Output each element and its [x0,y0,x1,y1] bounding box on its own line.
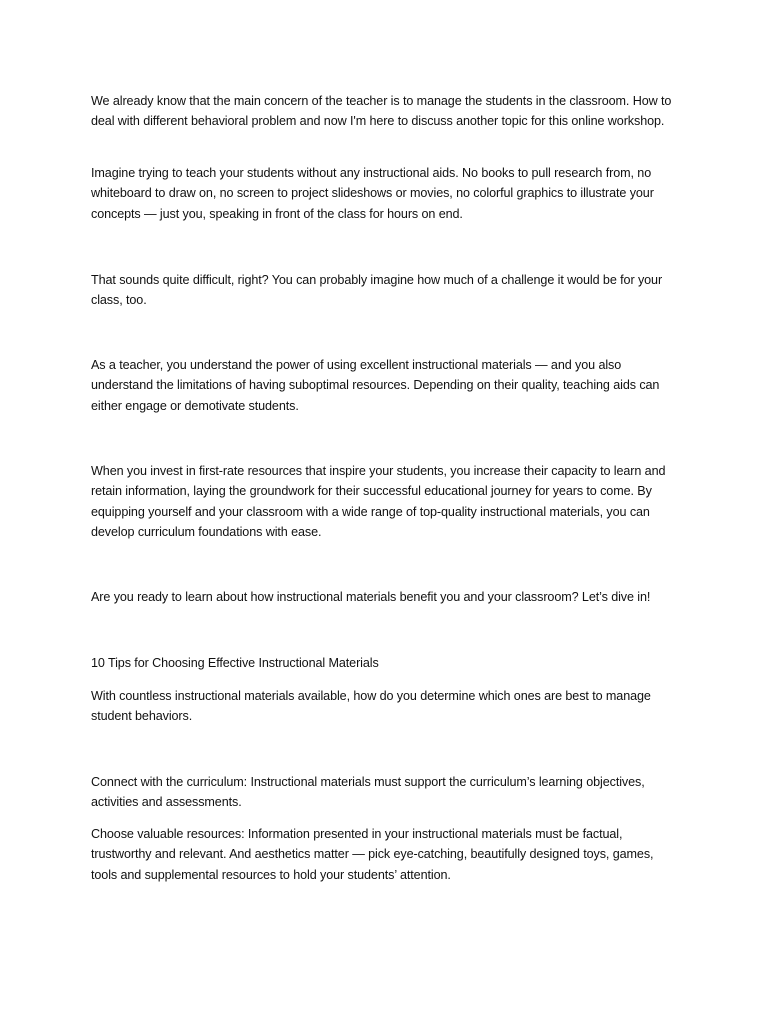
tips-heading: 10 Tips for Choosing Effective Instructional Materials [91,656,379,670]
valuable-resources-tip-paragraph: Choose valuable resources: Information presented in your instructional materials must be factual, trustworthy and relevant. And aesthetics matter — pick eye-catching, beautifully designed toys, games, tools and supplemental resources to hold your students’ attention. [91,827,654,882]
intro-paragraph: We already know that the main concern of the teacher is to manage the students in the classroom. How to deal with different behavioral problem and now I'm here to discuss another topic for this online workshop. [91,94,672,129]
dive-in-paragraph: Are you ready to learn about how instructional materials benefit you and your classroom? Let’s dive in! [91,590,651,604]
teacher-power-paragraph: As a teacher, you understand the power of using excellent instructional materials — and you also understand the limitations of having suboptimal resources. Depending on their quality, teaching aids can either engage or demotivate students. [91,358,660,413]
curriculum-tip-paragraph: Connect with the curriculum: Instructional materials must support the curriculum’s learning objectives, activities and assessments. [91,775,645,810]
difficulty-paragraph: That sounds quite difficult, right? You can probably imagine how much of a challenge it would be for your class, too. [91,273,663,308]
invest-resources-paragraph: When you invest in first-rate resources that inspire your students, you increase their capacity to learn and retain information, laying the groundwork for their successful educational journey for years to come. By equipping yourself and your classroom with a wide range of top-quality instructional materials, you can develop curriculum foundations with ease. [91,464,666,540]
instructional-aids-paragraph: Imagine trying to teach your students without any instructional aids. No books to pull research from, no whiteboard to draw on, no screen to project slideshows or movies, no colorful graphics to illustrate your concepts — just you, speaking in front of the class for hours on end. [91,166,654,221]
countless-materials-paragraph: With countless instructional materials available, how do you determine which ones are best to manage student behaviors. [91,689,651,724]
